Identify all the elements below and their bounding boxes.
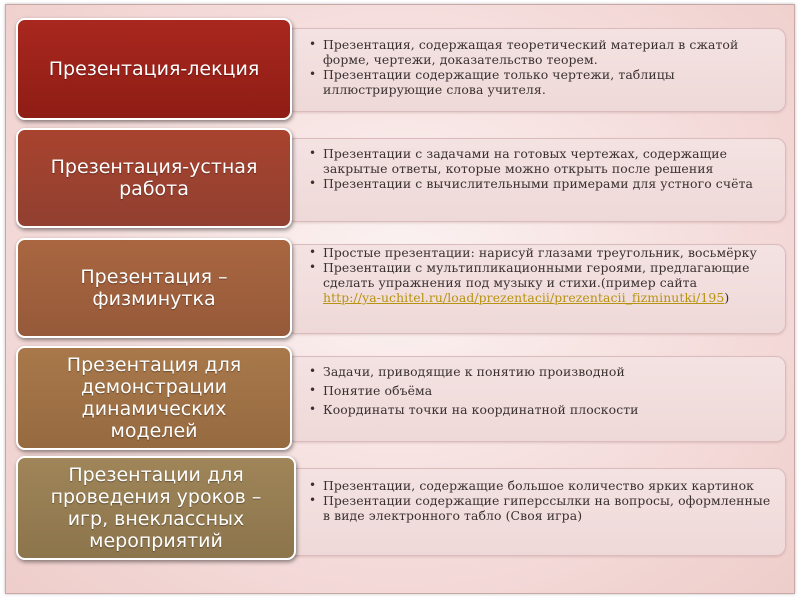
bullet-icon: • (309, 245, 317, 259)
description-box-lecture (286, 28, 786, 112)
bullet-icon: • (309, 364, 317, 378)
link-suffix: ) (724, 290, 730, 305)
bullet-item (309, 478, 773, 493)
description-box-oral-work (286, 138, 786, 222)
bullet-item (309, 383, 773, 398)
bullet-item (309, 176, 773, 191)
bullet-item (309, 67, 773, 97)
bullet-icon: • (309, 260, 317, 274)
category-title: динамических (81, 398, 227, 420)
category-title: физминутка (92, 288, 216, 310)
bullet-icon: • (309, 478, 317, 492)
bullet-icon: • (309, 383, 317, 397)
bullet-text: Презентации с мультипликационными героями, предлагающие сделать упражнения под музыку и стихи.(пример сайта (323, 260, 750, 290)
description-box-fizminutka (286, 244, 786, 334)
category-title: Презентации для (68, 464, 244, 486)
category-title: Презентация для (66, 354, 242, 376)
category-fizminutka (16, 238, 292, 338)
example-site-link[interactable]: http://ya-uchitel.ru/load/prezentacii/prezentacii_fizminutki/195 (323, 290, 725, 305)
bullet-icon: • (309, 493, 317, 507)
description-box-dynamic-models (286, 356, 786, 442)
bullet-item (309, 146, 773, 176)
bullet-item (309, 364, 773, 379)
bullet-item (309, 245, 773, 260)
bullet-item (309, 402, 773, 417)
bullet-text: Простые презентации: нарисуй глазами треугольник, восьмёрку (323, 245, 757, 260)
bullet-icon: • (309, 176, 317, 190)
category-title: мероприятий (89, 530, 223, 552)
bullet-text: Презентации с вычислительными примерами для устного счёта (323, 176, 754, 191)
bullet-icon: • (309, 37, 317, 51)
bullet-icon: • (309, 146, 317, 160)
category-title: Презентация-устная (50, 156, 258, 178)
bullet-icon: • (309, 402, 317, 416)
bullet-text: Задачи, приводящие к понятию производной (323, 364, 625, 379)
bullet-text: Презентация, содержащая теоретический материал в сжатой форме, чертежи, доказательство теорем. (323, 37, 739, 67)
bullet-icon: • (309, 67, 317, 81)
description-box-games (286, 468, 786, 556)
category-title: Презентация-лекция (48, 58, 260, 80)
category-games (16, 456, 296, 560)
bullet-item (309, 37, 773, 67)
bullet-item (309, 493, 773, 523)
category-dynamic-models (16, 346, 292, 450)
category-title: моделей (110, 420, 198, 442)
category-title: работа (119, 178, 189, 200)
bullet-text: Координаты точки на координатной плоскости (323, 402, 639, 417)
bullet-text: Презентации содержащие гиперссылки на вопросы, оформленные в виде электронного табло (Своя игра) (323, 493, 771, 523)
bullet-text: Презентации с задачами на готовых чертежах, содержащие закрытые ответы, которые можно открыть после решения (323, 146, 728, 176)
bullet-text: Презентации содержащие только чертежи, таблицы иллюстрирующие слова учителя. (323, 67, 675, 97)
category-title: Презентация – (80, 266, 228, 288)
category-lecture (16, 18, 292, 120)
bullet-item (309, 260, 773, 305)
category-title: игр, внеклассных (67, 508, 245, 530)
bullet-text: Презентации, содержащие большое количество ярких картинок (323, 478, 754, 493)
category-title: демонстрации (80, 376, 228, 398)
category-oral-work (16, 128, 292, 228)
category-title: проведения уроков – (50, 486, 262, 508)
bullet-text: Понятие объёма (323, 383, 433, 398)
